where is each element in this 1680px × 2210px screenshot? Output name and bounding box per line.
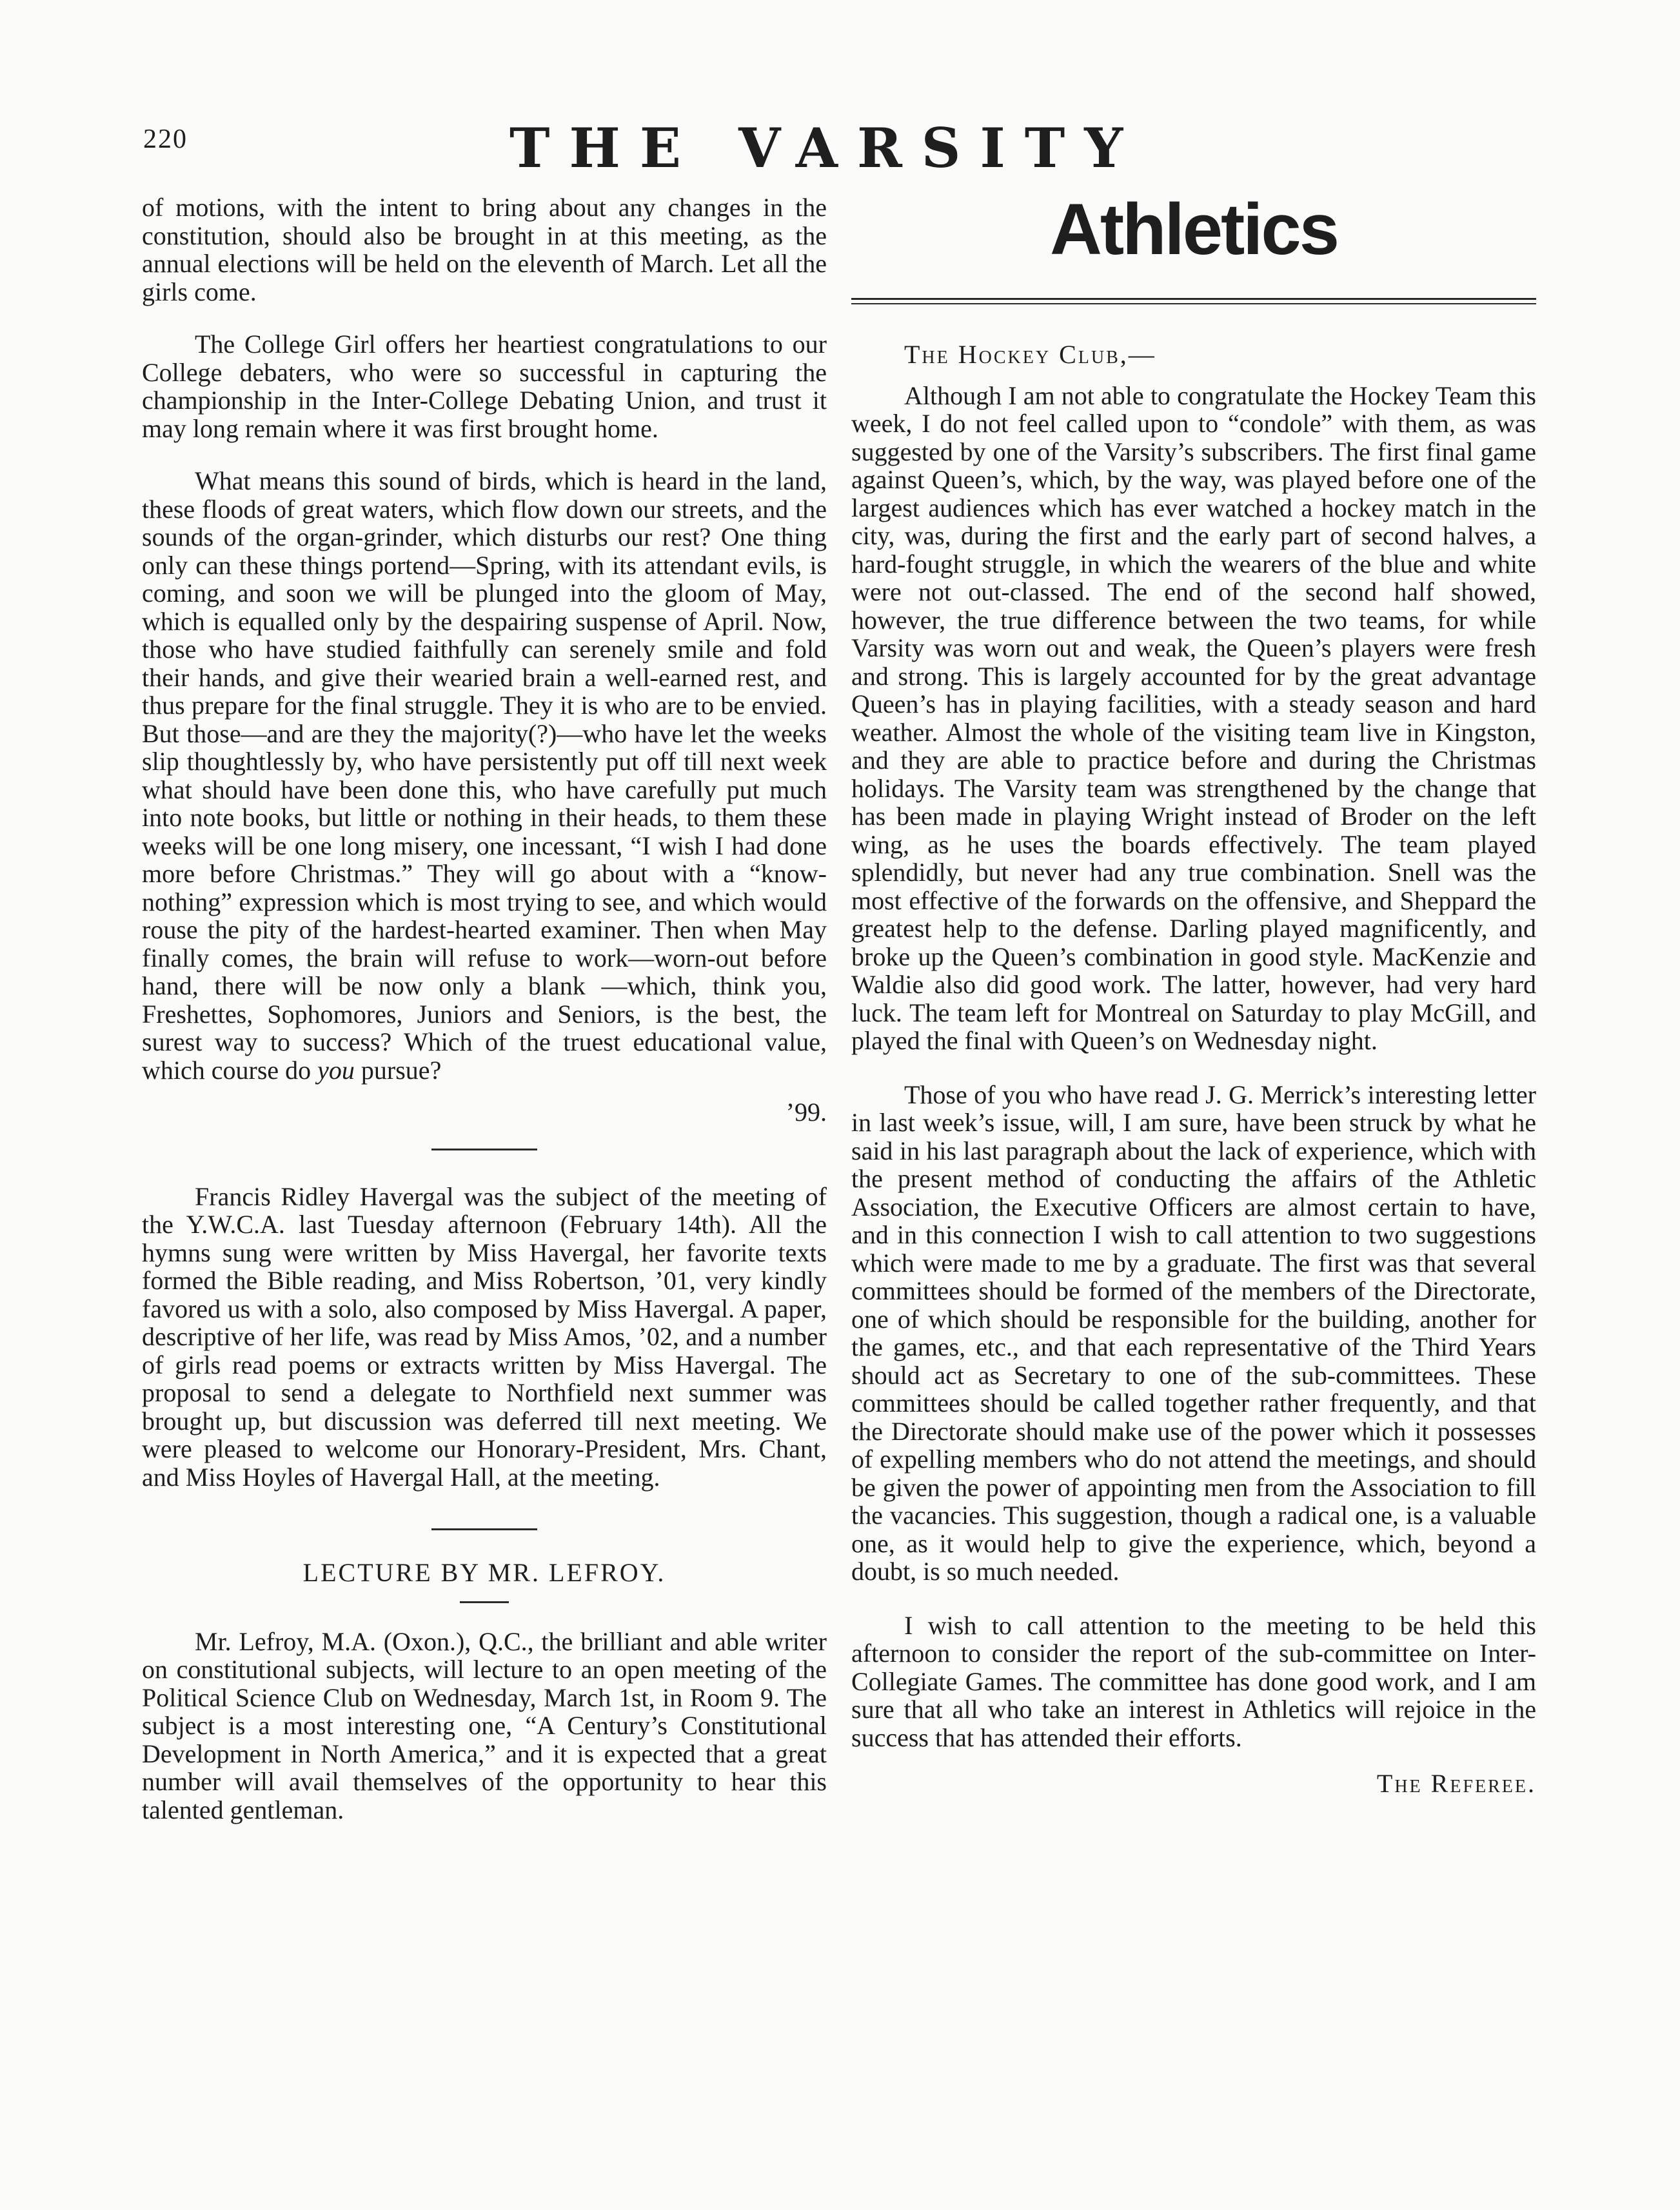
page-number: 220 <box>143 124 188 154</box>
section-double-rule <box>851 298 1536 304</box>
paragraph-hockey: Although I am not able to congratulate the Hockey Team this week, I do not feel called upon to “condole” with them, as was suggested by one of the Varsity’s subscribers. The first final game against Queen’s, which, by the way, was played before one of the largest audiences which has ever watched a hockey match in the city, was, during the first and the early part of second halves, a hard-fought struggle, in which the wearers of the blue and white were not out-classed. The end of the second half showed, however, the true difference between the two teams, for while Varsity was worn out and weak, the Queen’s players were fresh and strong. This is largely accounted for by the great advantage Queen’s has in playing facilities, with a steady season and hard weather. Almost the whole of the visiting team live in Kingston, and they are able to practice before and during the Christmas holidays. The Varsity team was strengthened by the change that has been made in playing Wright instead of Broder on the left wing, as he uses the boards effectively. The team played splendidly, but never had any true combination. Snell was the most effective of the forwards on the offensive, and Sheppard the greatest help to the defense. Darling played magnificently, and broke up the Queen’s combination in good style. MacKenzie and Waldie also did good work. The latter, however, had very hard luck. The team left for Montreal on Saturday to play McGill, and played the final with Queen’s on Wednesday night. <box>851 380 1536 1055</box>
lecture-heading: LECTURE BY MR. LEFROY. <box>302 1558 666 1587</box>
section-title-athletics: Athletics <box>1050 189 1338 270</box>
paragraph-spring-text: What means this sound of birds, which is heard in the land, these floods of great waters, which flow down our streets, and the sounds of the organ-grinder, which disturbs our rest? One thing only can these things portend—Spring, with its attendant evils, is coming, and soon we will be plunged into the gloom of May, which is equalled only by the despairing suspense of April. Now, those who have studied faithfully can serenely smile and fold their hands, and give their wearied brain a well-earned rest, and thus prepare for the final struggle. They it is who are to be envied. But those—and are they the majority(?)—who have let the weeks slip thoughtlessly by, who have persistently put off till next week what should have been done this, who have carefully put much into note books, but little or nothing in their heads, to them these weeks will be one long misery, one incessant, “I wish I had done more before Christmas.” They will go about with a “know-nothing” expression which is most trying to see, and which would rouse the pity of the hardest-hearted examiner. Then when May finally comes, the brain will refuse to work—worn-out before hand, there will be now only a blank —which, think you, Freshettes, Sophomores, Juniors and Seniors, is the best, the surest way to success? Which of the truest educational value, which course do <box>142 466 827 1085</box>
paragraph-meeting: I wish to call attention to the meeting to be held this afternoon to consider the report of the sub-committee on Inter-Collegiate Games. The committee has done good work, and I am sure that all who take an interest in Athletics will rejoice in the success that has attended their efforts. <box>851 1610 1536 1752</box>
right-column <box>851 189 1536 1798</box>
salutation: The Hockey Club,— <box>904 340 1156 369</box>
paragraph-spring <box>142 467 827 1084</box>
signature-99: ’99. <box>786 1098 827 1127</box>
emphasis-you: you <box>317 1055 355 1085</box>
paragraph-debaters: The College Girl offers her heartiest congratulations to our College debaters, who were so successful in capturing the championship in the Inter-College Debating Union, and trust it may long remain where it was first brought home. <box>142 330 827 443</box>
paragraph-motions: of motions, with the intent to bring about any changes in the constitution, should also be brought in at this meeting, as the annual elections will be held on the eleventh of March. Let all the girls come. <box>142 193 827 306</box>
paragraph-ywca: Francis Ridley Havergal was the subject of the meeting of the Y.W.C.A. last Tuesday afternoon (February 14th). All the hymns sung were written by Miss Havergal, her favorite texts formed the Bible reading, and Miss Robertson, ’01, very kindly favored us with a solo, also composed by Miss Havergal. A paper, descriptive of her life, was read by Miss Amos, ’02, and a number of girls read poems or extracts written by Miss Havergal. The proposal to send a delegate to Northfield next summer was brought up, but discussion was deferred till next meeting. We were pleased to welcome our Honorary-President, Mrs. Chant, and Miss Hoyles of Havergal Hall, at the meeting. <box>142 1181 827 1492</box>
signature-referee: The Referee. <box>1376 1769 1536 1798</box>
paragraph-spring-end: pursue? <box>354 1055 442 1085</box>
left-column <box>142 193 827 1824</box>
paragraph-merrick: Those of you who have read J. G. Merrick’s interesting letter in last week’s issue, will, I am sure, have been struck by what he said in his last paragraph about the lack of experience, which with the present method of conducting the affairs of the Athletic Association, the Executive Officers are almost certain to have, and in this connection I wish to call attention to two suggestions which were made to me by a graduate. The first was that several committees should be formed of the members of the Directorate, one of which should be responsible for the building, another for the games, etc., and that each representative of the Third Years should act as Secretary to one of the sub-committees. These committees should be called together rather frequently, and that the Directorate should make use of the power which it possesses of expelling members who do not attend the meetings, and should be given the power of appointing men from the Association to fill the vacancies. This suggestion, though a radical one, is a valuable one, as it would help to give the experience, which, beyond a doubt, is so much needed. <box>851 1080 1536 1586</box>
paragraph-lecture: Mr. Lefroy, M.A. (Oxon.), Q.C., the brilliant and able writer on constitutional subjects, will lecture to an open meeting of the Political Science Club on Wednesday, March 1st, in Room 9. The subject is a most interesting one, “A Century’s Constitutional Development in North America,” and it is expected that a great number will avail themselves of the opportunity to hear this talented gentleman. <box>142 1626 827 1824</box>
masthead: THE VARSITY <box>509 116 1143 180</box>
